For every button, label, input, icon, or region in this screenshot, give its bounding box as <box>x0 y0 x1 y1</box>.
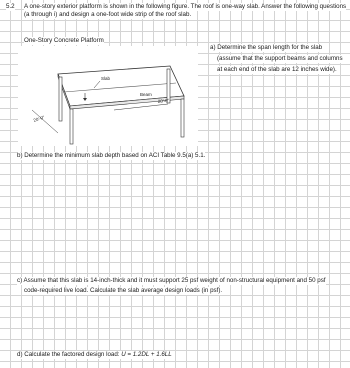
question-d-equation: U = 1.2DL + 1.6LL <box>121 351 172 358</box>
beam-label: Beam <box>140 92 152 97</box>
question-a-line-1: a) Determine the span length for the slab <box>210 44 323 51</box>
question-d <box>17 351 172 359</box>
question-a-line-3: at each end of the slab are 12 inches wide). <box>217 66 337 73</box>
problem-intro-line-2: (a through i) and design a one-foot wide strip of the roof slab. <box>24 11 192 18</box>
figure-title: One-Story Concrete Platform <box>24 37 104 44</box>
dimension-line-long <box>114 104 168 110</box>
platform-figure <box>18 46 198 146</box>
question-c-line-2: code-required live load. Calculate the slab average design loads (in psf). <box>24 287 223 294</box>
problem-intro-line-1: A one-story exterior platform is shown in the following figure. The roof is one-way slab. Answer the following questions <box>24 3 347 10</box>
problem-number: 5.2 <box>6 3 15 10</box>
column-back-left <box>59 77 62 121</box>
question-b: b) Determine the minimum slab depth based on ACI Table 9.5(a) 5.1. <box>17 152 206 159</box>
platform-drawing <box>18 46 198 146</box>
column-front-left <box>70 109 73 144</box>
question-a-line-2: (assume that the support beams and columns <box>217 55 343 62</box>
dimension-label-long: 20'-0" <box>157 97 170 104</box>
question-d-label: d) Calculate the factored design load: <box>17 351 122 358</box>
dimension-label-short: 20'-0" <box>32 114 46 123</box>
question-c-line-1: c) Assume that this slab is 14-inch-thick and it must support 25 psf weight of non-structural equipment and 50 psf <box>17 277 326 284</box>
slab-label: Slab <box>101 76 111 81</box>
column-front-right <box>181 99 184 137</box>
